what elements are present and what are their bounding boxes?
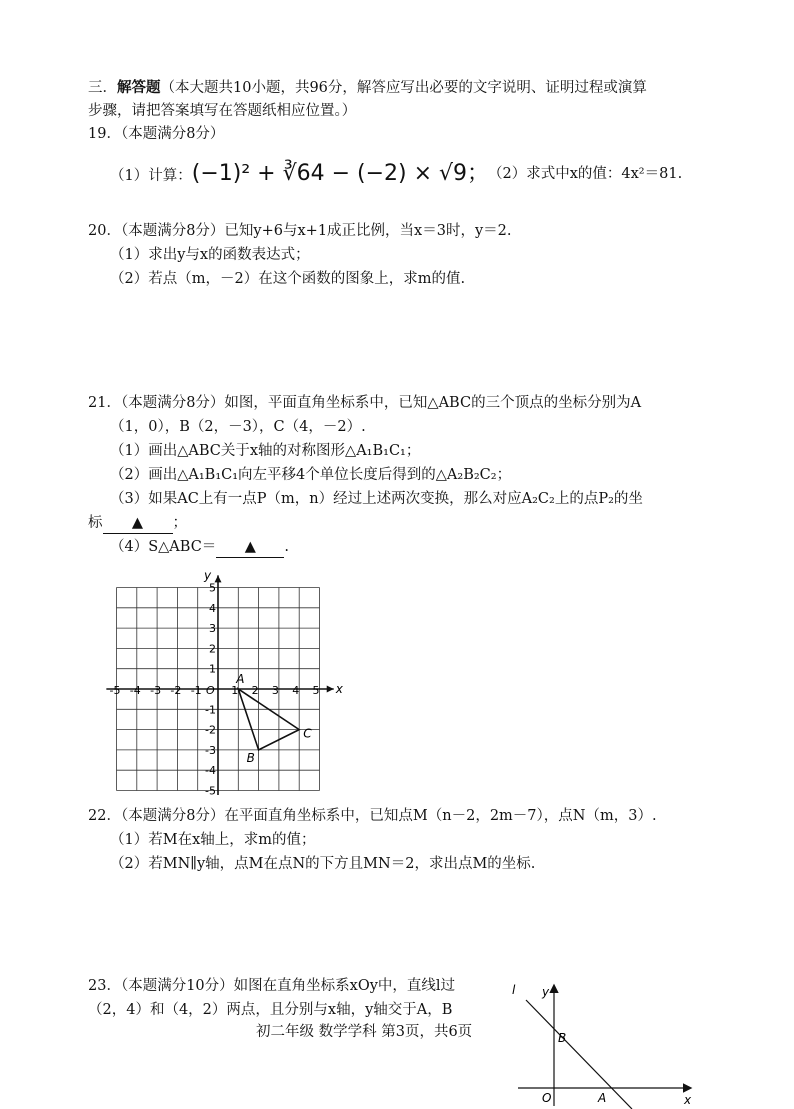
- x-tick-label: 5: [312, 684, 320, 697]
- x-tick-label: -2: [170, 684, 182, 697]
- section-number: 三．: [88, 80, 117, 96]
- q20-part2: （2）若点（m，－2）在这个函数的图象上，求m的值.: [110, 271, 466, 287]
- q19-head: 19．（本题满分8分）: [88, 126, 225, 142]
- q21-part3-suffix: ；: [172, 515, 187, 531]
- section-title: 解答题: [117, 79, 161, 96]
- q23-label-l: l: [512, 983, 516, 997]
- y-tick-label: -4: [205, 764, 216, 778]
- q22-head: 22．（本题满分8分）在平面直角坐标系中，已知点M（n－2，2m－7），点N（m，3）.: [88, 808, 657, 824]
- triangle-outline: [238, 689, 299, 750]
- y-tick-label: 4: [209, 601, 216, 615]
- x-axis-arrow: [327, 686, 334, 693]
- q23-label-o: O: [542, 1091, 552, 1105]
- q23-line1: 23．（本题满分10分）如图在直角坐标系xOy中，直线l过: [88, 978, 456, 994]
- x-axis-label: x: [335, 682, 343, 696]
- y-tick-label: -5: [205, 784, 216, 795]
- q21-part3: （3）如果AC上有一点P（m，n）经过上述两次变换，那么对应A₂C₂上的点P₂的坐: [110, 491, 643, 507]
- q21-part4-suffix: .: [284, 539, 289, 555]
- q23-label-b: B: [558, 1031, 567, 1045]
- q23-label-a: A: [598, 1091, 607, 1105]
- q21-part1: （1）画出△ABC关于x轴的对称图形△A₁B₁C₁；: [110, 443, 421, 459]
- x-tick-label: 2: [251, 684, 259, 697]
- q21-line2: （1，0），B（2，－3），C（4，－2）.: [110, 419, 366, 435]
- q19-part1-label: （1）计算：: [110, 168, 192, 184]
- x-tick-label: 1: [231, 684, 239, 697]
- x-tick-label: -5: [109, 684, 121, 697]
- page-footer: 初二年级 数学学科 第3页，共6页: [256, 1024, 473, 1040]
- point-label-b: B: [246, 750, 255, 765]
- y-tick-label: -2: [205, 723, 216, 737]
- y-tick-label: -3: [205, 743, 216, 757]
- x-tick-label: -3: [150, 684, 162, 697]
- q21-part2: （2）画出△A₁B₁C₁向左平移4个单位长度后得到的△A₂B₂C₂；: [110, 467, 512, 483]
- y-tick-label: 1: [209, 662, 216, 676]
- x-tick-label: O: [206, 684, 215, 697]
- q21-part4-blank[interactable]: ▲: [216, 537, 284, 558]
- x-tick-label: -1: [190, 684, 202, 697]
- point-label-a: A: [236, 672, 245, 686]
- q22-part2: （2）若MN∥y轴，点M在点N的下方且MN＝2，求出点M的坐标.: [110, 856, 536, 872]
- q19-part2: （2）求式中x的值：4x²＝81.: [488, 166, 683, 182]
- q21-part4-prefix: （4）S△ABC＝: [110, 539, 217, 555]
- x-tick-label: 4: [292, 684, 300, 697]
- section-intro-2: 步骤，请把答案填写在答题纸相应位置。）: [88, 103, 357, 119]
- grid-axes: [106, 568, 343, 795]
- q21-coordinate-grid: [100, 555, 350, 795]
- section-intro-1: （本大题共10小题，共96分，解答应写出必要的文字说明、证明过程或演算: [160, 80, 647, 96]
- q19-part1: [110, 160, 489, 190]
- q19-part1-expression: (−1)² + ∛64 − (−2) × √9；: [191, 161, 490, 186]
- q23-label-y: y: [542, 985, 550, 999]
- q20-part1: （1）求出y与x的函数表达式；: [110, 247, 310, 263]
- y-tick-label: 5: [209, 581, 216, 595]
- x-tick-label: -4: [129, 684, 141, 697]
- q21-part3-answer: [88, 513, 187, 534]
- q20-head: 20．（本题满分8分）已知y+6与x+1成正比例，当x＝3时，y＝2.: [88, 223, 512, 239]
- q23-label-x: x: [684, 1093, 692, 1107]
- x-tick-label: 3: [271, 684, 279, 697]
- q21-part3-prefix: 标: [88, 515, 103, 531]
- q21-part3-blank[interactable]: ▲: [103, 513, 173, 534]
- q22-part1: （1）若M在x轴上，求m的值；: [110, 832, 316, 848]
- q23-line2: （2，4）和（4，2）两点，且分别与x轴，y轴交于A，B: [88, 1002, 453, 1018]
- y-tick-label: 3: [209, 622, 216, 636]
- y-axis-label: y: [204, 568, 212, 583]
- q23-figure: [510, 978, 700, 1109]
- y-tick-label: 2: [209, 642, 216, 656]
- point-label-c: C: [303, 726, 312, 741]
- q21-line1: 21．（本题满分8分）如图，平面直角坐标系中，已知△ABC的三个顶点的坐标分别为A: [88, 395, 642, 411]
- y-tick-label: -1: [205, 703, 216, 717]
- section-header: [88, 78, 647, 98]
